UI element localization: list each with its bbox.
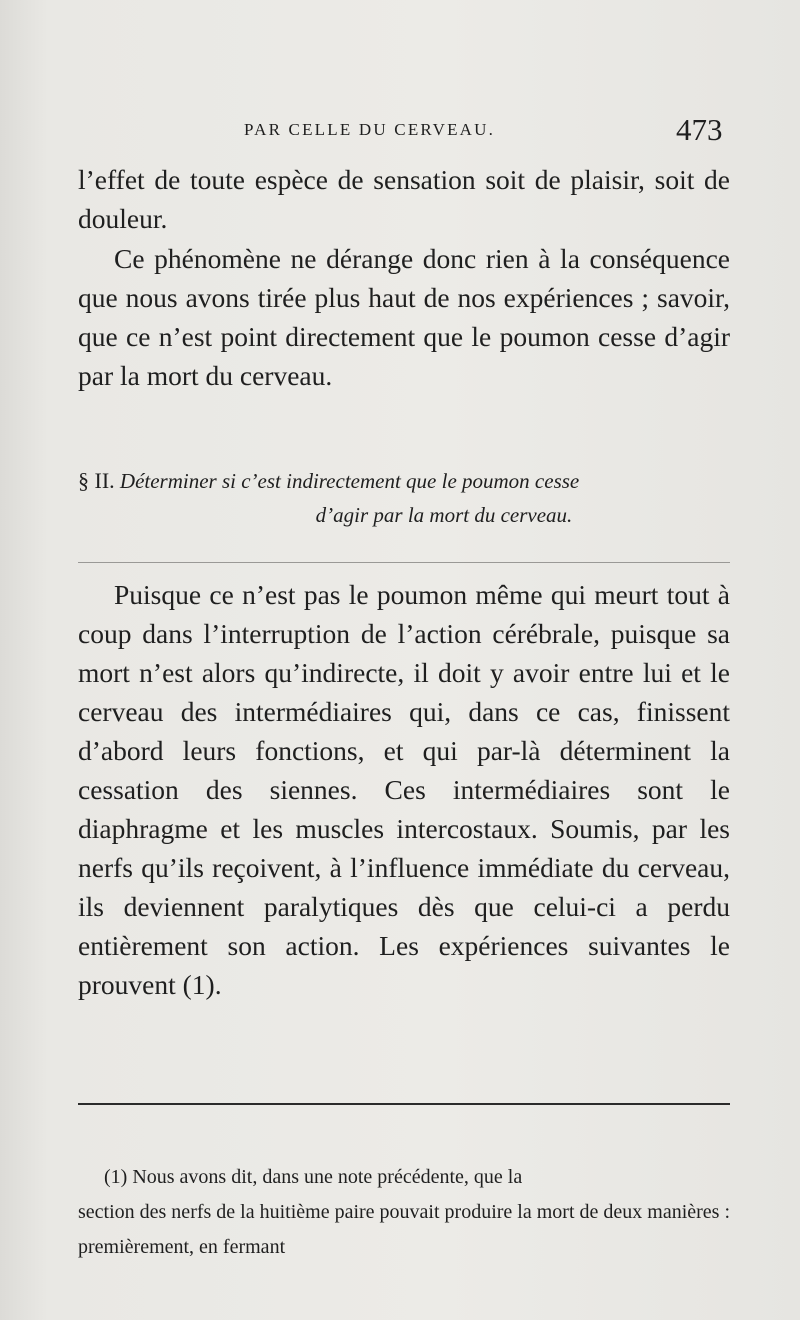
section-title-line2: d’agir par la mort du cerveau. [315, 503, 573, 527]
section-number: § II. [78, 468, 115, 493]
footnote-line1: (1) Nous avons dit, dans une note précédente, que la [104, 1166, 523, 1188]
footnote-rule [78, 1103, 730, 1105]
running-head: PAR CELLE DU CERVEAU. [244, 120, 496, 139]
section-title-line1: Déterminer si c’est indirectement que le poumon cesse [119, 469, 580, 493]
paragraph-text: Puisque ce n’est pas le poumon même qui meurt tout à coup dans l’interruption de l’action cérébrale, puisque sa mort n’est alors qu’indirecte, il doit y avoir entre lui et le cerveau des intermédiaires qui, dans ce cas, finissent d’abord leurs fonctions, et qui par-là déterminent la cessation des siennes. Ces intermédiaires sont le diaphragme et les muscles intercostaux. Soumis, par les nerfs qu’ils reçoivent, à l’influence immédiate du cerveau, ils deviennent paralytiques dès que celui-ci a perdu entièrement son action. Les expériences suivantes le prouvent (1). [78, 579, 730, 1000]
section-heading [78, 466, 730, 530]
paragraph-text: Ce phénomène ne dérange donc rien à la conséquence que nous avons tirée plus haut de nos expériences ; savoir, que ce n’est point directement que le poumon cesse d’agir par la mort du cerveau. [78, 243, 730, 391]
paragraph [78, 239, 730, 395]
section-divider [78, 562, 730, 563]
paragraph-continued [78, 160, 730, 238]
footnote [78, 1160, 731, 1265]
page-header [0, 112, 800, 150]
section-heading-line1 [78, 466, 730, 496]
paragraph-text: l’effet de toute espèce de sensation soit de plaisir, soit de douleur. [78, 164, 730, 234]
page-number: 473 [676, 112, 723, 147]
footnote-continuation: section des nerfs de la huitième paire pouvait produire la mort de deux manières : premièrement, en fermant [78, 1201, 731, 1258]
paragraph [78, 575, 730, 1004]
